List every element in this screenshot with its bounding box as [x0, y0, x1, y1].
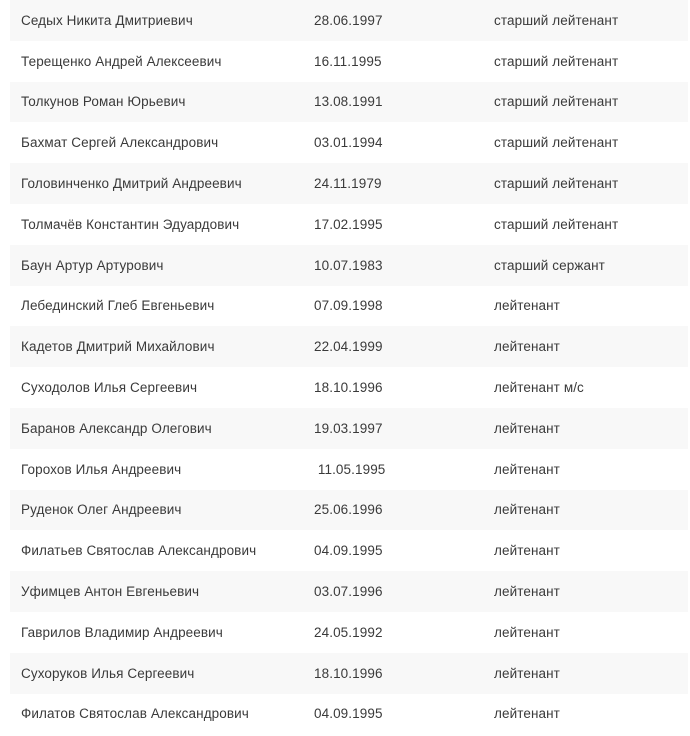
name-cell: Лебединский Глеб Евгеньевич: [21, 298, 215, 314]
date-cell: 07.09.1998: [314, 298, 383, 314]
rank-cell: старший лейтенант: [494, 216, 619, 232]
name-cell: Терещенко Андрей Алексеевич: [21, 53, 222, 69]
name-cell: Бахмат Сергей Александрович: [21, 135, 219, 151]
table-row: [10, 286, 688, 327]
name-cell: Гаврилов Владимир Андреевич: [21, 624, 223, 640]
table-row: [10, 530, 688, 571]
table-row: [10, 571, 688, 612]
rank-cell: лейтенант: [494, 298, 560, 314]
date-cell: 10.07.1983: [314, 257, 383, 273]
name-cell: Суходолов Илья Сергеевич: [21, 380, 198, 396]
table-row: [10, 0, 688, 41]
date-cell: 04.09.1995: [314, 706, 383, 722]
table-row: [10, 367, 688, 408]
name-cell: Седых Никита Дмитриевич: [21, 12, 193, 28]
date-cell: 18.10.1996: [314, 380, 383, 396]
rank-cell: лейтенант: [494, 339, 560, 355]
date-cell: 03.07.1996: [314, 584, 383, 600]
rank-cell: старший сержант: [494, 257, 605, 273]
table-row: [10, 653, 688, 694]
name-cell: Руденок Олег Андреевич: [21, 502, 182, 518]
date-cell: 13.08.1991: [314, 94, 383, 110]
name-cell: Горохов Илья Андреевич: [21, 461, 182, 477]
date-cell: 24.11.1979: [314, 176, 382, 192]
table-row: [10, 204, 688, 245]
name-cell: Толкунов Роман Юрьевич: [21, 94, 186, 110]
table-row: [10, 163, 688, 204]
date-cell: 11.05.1995: [314, 461, 386, 477]
date-cell: 03.01.1994: [314, 135, 383, 151]
table-row: [10, 41, 688, 82]
table-row: [10, 82, 688, 123]
name-cell: Филатов Святослав Александрович: [21, 706, 249, 722]
name-cell: Головинченко Дмитрий Андреевич: [21, 176, 242, 192]
name-cell: Толмачёв Константин Эдуардович: [21, 216, 240, 232]
rank-cell: лейтенант: [494, 502, 560, 518]
date-cell: 18.10.1996: [314, 665, 383, 681]
rank-cell: старший лейтенант: [494, 94, 619, 110]
rank-cell: лейтенант м/с: [494, 380, 584, 396]
table-row: [10, 612, 688, 653]
rank-cell: лейтенант: [494, 706, 560, 722]
name-cell: Филатьев Святослав Александрович: [21, 543, 257, 559]
rank-cell: лейтенант: [494, 461, 560, 477]
rank-cell: лейтенант: [494, 420, 560, 436]
table-row: [10, 408, 688, 449]
name-cell: Баун Артур Артурович: [21, 257, 164, 273]
rank-cell: старший лейтенант: [494, 53, 619, 69]
date-cell: 24.05.1992: [314, 624, 383, 640]
rank-cell: старший лейтенант: [494, 176, 619, 192]
date-cell: 22.04.1999: [314, 339, 383, 355]
rank-cell: лейтенант: [494, 665, 560, 681]
table-row: [10, 122, 688, 163]
table-row: [10, 245, 688, 286]
rank-cell: лейтенант: [494, 584, 560, 600]
date-cell: 28.06.1997: [314, 12, 383, 28]
rank-cell: старший лейтенант: [494, 135, 619, 151]
table-row: [10, 326, 688, 367]
name-cell: Уфимцев Антон Евгеньевич: [21, 584, 200, 600]
rank-cell: лейтенант: [494, 624, 560, 640]
date-cell: 16.11.1995: [314, 53, 382, 69]
rank-cell: старший лейтенант: [494, 12, 619, 28]
name-cell: Баранов Александр Олегович: [21, 420, 212, 436]
date-cell: 19.03.1997: [314, 420, 383, 436]
personnel-table: [10, 0, 688, 734]
name-cell: Сухоруков Илья Сергеевич: [21, 665, 195, 681]
table-row: [10, 490, 688, 531]
date-cell: 17.02.1995: [314, 216, 383, 232]
name-cell: Кадетов Дмитрий Михайлович: [21, 339, 215, 355]
rank-cell: лейтенант: [494, 543, 560, 559]
table-row: [10, 449, 688, 490]
date-cell: 25.06.1996: [314, 502, 383, 518]
table-row: [10, 694, 688, 735]
date-cell: 04.09.1995: [314, 543, 383, 559]
